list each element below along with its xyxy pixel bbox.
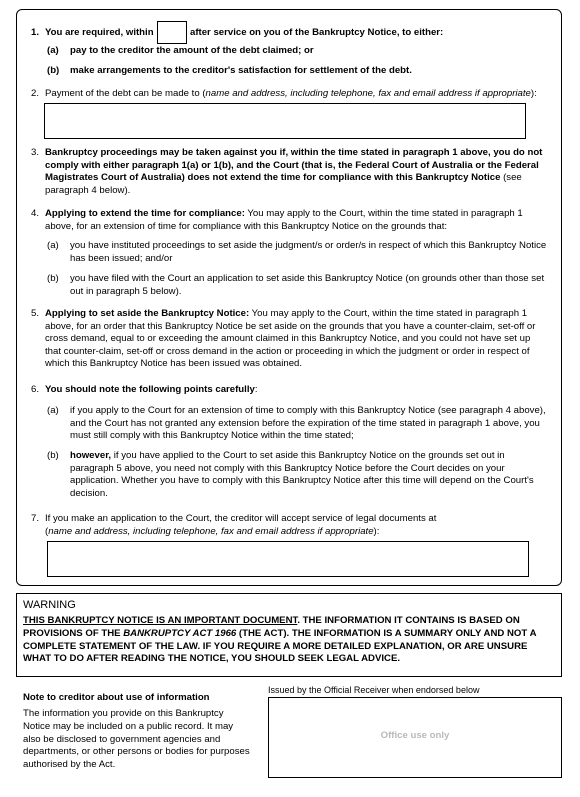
paragraph-7-close: ):: [373, 525, 380, 537]
paragraph-number: 5.: [31, 308, 40, 319]
paragraph-4-heading: Applying to extend the time for compliance:: [45, 208, 245, 219]
warning-title: WARNING: [23, 599, 76, 611]
note-heading: Note to creditor about use of information: [23, 692, 210, 703]
item-label: (b): [47, 65, 60, 76]
item-text: you have filed with the Court an application to set aside this Bankruptcy Notice (on grounds other than those set out in paragraph 5 below).: [70, 273, 545, 297]
warning-text-2: (THE ACT). THE INFORMATION IS A SUMMARY ONLY AND NOT A COMPLETE STATEMENT OF THE LAW. IF YOU REQUIRE A MORE DETAILED EXPLANATION, OR ARE UNSURE WHAT TO DO AFTER READING THE NOTICE, YOU SHOULD SEEK LEGAL ADVICE.: [23, 627, 537, 665]
paragraph-number: 6.: [31, 384, 40, 395]
note-body: The information you provide on this Bankruptcy Notice may be included on a public record. It may also be disclosed to government agencies and departments, or other persons or bodies for purposes authorised by the Act.: [23, 708, 250, 771]
item-label: (a): [47, 240, 59, 251]
service-address-field[interactable]: [47, 541, 529, 577]
paragraph-5-text: You may apply to the Court, within the time stated in paragraph 1 above, for an order that this Bankruptcy Notice be set aside on the grounds that you have a counter-claim, set-off or cross demand, equal to or exceeding the amount claimed in this Bankruptcy Notice, and you could not have set up that counter-claim, set-off or cross demand in the action or proceeding in which the judgment or order in respect of which this Bankruptcy Notice has been issued was obtained.: [45, 308, 536, 370]
paragraph-4: [31, 208, 547, 236]
paragraph-2-close: ):: [530, 88, 537, 99]
payment-address-field[interactable]: [44, 103, 526, 139]
warning-text: [23, 615, 553, 666]
paragraph-1-text-end: after service on you of the Bankruptcy Notice, to either:: [190, 27, 444, 38]
paragraph-5-heading: Applying to set aside the Bankruptcy Notice:: [45, 308, 250, 319]
paragraph-7-italic: name and address, including telephone, fax and email address if appropriate: [48, 525, 374, 537]
days-input[interactable]: [157, 21, 187, 44]
paragraph-number: 7.: [31, 513, 40, 524]
paragraph-2-text: Payment of the debt can be made to (: [45, 88, 206, 99]
paragraph-7-text: If you make an application to the Court, the creditor will accept service of legal documents at: [45, 513, 437, 524]
paragraph-number: 1.: [31, 27, 40, 38]
item-text: you have instituted proceedings to set aside the judgment/s or order/s in respect of which this Bankruptcy Notice has been issued; and/or: [70, 240, 547, 264]
item-bold: however,: [70, 450, 112, 461]
paragraph-1-text-start: You are required, within: [45, 27, 154, 38]
paragraph-5: [31, 308, 547, 372]
paragraph-2-italic: name and address, including telephone, fax and email address if appropriate: [205, 88, 531, 99]
item-text: make arrangements to the creditor's satisfaction for settlement of the debt.: [70, 65, 412, 76]
paragraph-6-colon: :: [254, 384, 258, 395]
office-use-box[interactable]: [268, 697, 562, 778]
warning-box: [16, 593, 562, 677]
item-label: (a): [47, 405, 59, 416]
paragraph-number: 3.: [31, 147, 40, 158]
item-label: (b): [47, 273, 59, 284]
item-text: if you apply to the Court for an extension of time to comply with this Bankruptcy Notice (see paragraph 4 above), and the Court has not granted any extension before the expiration of the time stated in paragraph 1 above, you must still comply with this Bankruptcy Notice within the time stated;: [70, 405, 546, 442]
warning-underlined: THIS BANKRUPTCY NOTICE IS AN IMPORTANT DOCUMENT: [23, 615, 298, 626]
paragraph-number: 4.: [31, 208, 40, 219]
item-label: (b): [47, 450, 59, 461]
paragraph-6-heading: You should note the following points carefully: [45, 384, 255, 395]
paragraph-4-text: You may apply to the Court, within the time stated in paragraph 1 above, for an extension of time for compliance with this Bankruptcy Notice on the grounds that:: [45, 208, 523, 232]
item-text: pay to the creditor the amount of the debt claimed; or: [70, 45, 314, 56]
paragraph-7-open: (: [45, 525, 49, 537]
paragraph-number: 2.: [31, 88, 40, 99]
item-text: if you have applied to the Court to set aside this Bankruptcy Notice on the grounds set out in paragraph 5 above, you need not comply with this Bankruptcy Notice before the Court decides on your application. Whether you have to comply with this Bankruptcy Notice after this time will depend on the Court's decision.: [70, 450, 534, 499]
warning-act: BANKRUPTCY ACT 1966: [123, 627, 237, 639]
item-label: (a): [47, 45, 59, 56]
office-use-placeholder: Office use only: [380, 730, 450, 741]
office-label: Issued by the Official Receiver when endorsed below: [268, 685, 480, 695]
paragraph-3-rest: (see paragraph 4 below).: [45, 172, 522, 196]
warning-text-1: . THE INFORMATION IT CONTAINS IS BASED ON PROVISIONS OF THE: [23, 615, 520, 639]
paragraph-3: [31, 147, 547, 199]
paragraph-3-bold: Bankruptcy proceedings may be taken against you if, within the time stated in paragraph 1 above, you do not comply with either paragraph 1(a) or 1(b), and the Court (that is, the Federal Court of Australia or the Federal Magistrates Court of Australia) does not extend the time for compliance with this Bankruptcy Notice: [45, 147, 543, 184]
